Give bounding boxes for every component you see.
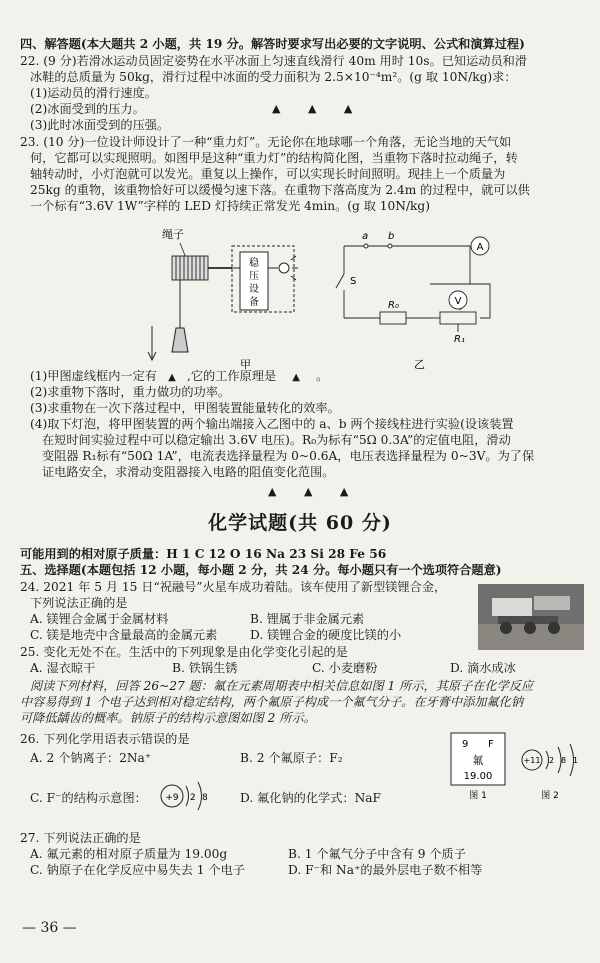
box-char-2: 压 — [249, 271, 259, 282]
q23-sub4-a: (4)取下灯泡，将甲图装置的两个输出端接入乙图中的 a、b 两个接线柱进行实验(设该装置 — [30, 417, 514, 431]
figure1-fluorine-cell — [450, 732, 506, 802]
atomic-mass-line: 可能用到的相对原子质量：H 1 C 12 O 16 Na 23 Si 28 Fe 56 — [20, 547, 387, 561]
q23-line5: 一个标有“3.6V 1W”字样的 LED 灯持续正常发光 4min。(g 取 10N/kg) — [30, 199, 430, 213]
r1-label: R₁ — [454, 334, 465, 345]
figure-yi-caption: 乙 — [414, 358, 425, 371]
na-nucleus: +11 — [523, 756, 541, 765]
weight — [172, 328, 188, 352]
f-symbol: F — [488, 739, 494, 750]
q24-line1: 24. 2021 年 5 月 15 日“祝融号”火星车成功着陆。该车使用了新型镁锂合金， — [20, 580, 447, 594]
terminal-b: b — [388, 231, 395, 242]
f-atomic-number: 9 — [462, 739, 469, 750]
rheostat-r1 — [440, 312, 476, 324]
q22-answer-mark: ▲ ▲ ▲ — [272, 102, 365, 115]
q26-line1: 26. 下列化学用语表示错误的是 — [20, 732, 190, 746]
resistor-r0 — [380, 312, 406, 324]
box-char-1: 稳 — [249, 258, 259, 269]
q26-option-c: C. F⁻的结构示意图： — [30, 791, 147, 805]
q23-answer-mark: ▲ ▲ ▲ — [268, 485, 361, 498]
figure-jia-caption: 甲 — [240, 358, 251, 371]
q27-option-b: B. 1 个氟气分子中含有 9 个质子 — [288, 847, 466, 861]
terminal-a: a — [362, 231, 369, 242]
q23-sub4-b: 在短时间实验过程中可以稳定输出 3.6V 电压)。R₀为标有“5Ω 0.3A”的定值电阻，滑动 — [42, 433, 511, 447]
q23-sub1-a: (1)甲图虚线框内一定有 — [30, 369, 157, 383]
q23-line2: 何，它都可以实现照明。如图甲是这种“重力灯”的结构简化图，当重物下落时拉动绳子，转 — [30, 151, 518, 165]
section4-heading: 四、解答题(本大题共 2 小题，共 19 分。解答时要求写出必要的文字说明、公式和演算过程) — [20, 37, 525, 51]
f-nucleus: +9 — [165, 793, 179, 803]
fluoride-ion-diagram — [158, 776, 218, 816]
na-shell-3: 1 — [573, 756, 579, 765]
q26-option-d: D. 氟化钠的化学式：NaF — [240, 791, 381, 805]
q23-sub3: (3)求重物在一次下落过程中，甲图装置能量转化的效率。 — [30, 401, 340, 415]
blank-mark-1: ▲ — [168, 372, 176, 383]
q27-option-a: A. 氟元素的相对原子质量为 19.00g — [30, 847, 228, 861]
q22-line1: 22. (9 分)若滑冰运动员固定姿势在水平冰面上匀速直线滑行 40m 用时 10s。已知运动员和滑 — [20, 54, 528, 68]
reading-line3: 可降低龋齿的概率。钠原子的结构示意图如图 2 所示。 — [20, 711, 316, 725]
q23-sub4-c: 变阻器 R₁标有“50Ω 1A”，电流表选择量程为 0~0.6A，电压表选择量程为 0~3V。为了保 — [42, 449, 535, 463]
reading-line2: 中容易得到 1 个电子达到相对稳定结构，两个氟原子构成一个氟气分子。在牙膏中添加氟化钠 — [20, 695, 524, 709]
reading-line1: 阅读下列材料，回答 26~27 题：氟在元素周期表中相关信息如图 1 所示，其原子在化学反应 — [30, 679, 534, 693]
q25-option-d: D. 滴水成冰 — [450, 661, 516, 675]
q25-option-c: C. 小麦磨粉 — [312, 661, 378, 675]
rope-label: 绳子 — [162, 228, 184, 241]
q23-sub1-b: ,它的工作原理是 — [186, 369, 277, 383]
q27-option-c: C. 钠原子在化学反应中易失去 1 个电子 — [30, 863, 245, 877]
ammeter-label: A — [476, 242, 484, 253]
q22-sub1: (1)运动员的滑行速度。 — [30, 86, 157, 100]
figure2-sodium-diagram — [520, 742, 592, 802]
na-shell-2: 8 — [561, 756, 567, 765]
figure-jia — [140, 222, 320, 372]
figure1-caption: 图 1 — [469, 791, 487, 801]
chemistry-title: 化学试题(共 60 分) — [208, 512, 392, 534]
q23-line1: 23. (10 分)一位设计师设计了一种“重力灯”。无论你在地球哪一个角落，无论当地的天气如 — [20, 135, 512, 149]
q26-option-b: B. 2 个氟原子：F₂ — [240, 751, 343, 765]
q22-line2: 冰鞋的总质量为 50kg，滑行过程中冰面的受力面积为 2.5×10⁻⁴m²。(g 取 10N/kg)求： — [30, 70, 517, 84]
f-shell-1: 2 — [190, 793, 196, 803]
q25-option-a: A. 湿衣晾干 — [30, 661, 96, 675]
box-char-4: 备 — [249, 297, 259, 308]
q27-line1: 27. 下列说法正确的是 — [20, 831, 141, 845]
section5-heading: 五、选择题(本题包括 12 小题，每小题 2 分，共 24 分。每小题只有一个选项符合题意) — [20, 563, 502, 577]
q24-option-c: C. 镁是地壳中含量最高的金属元素 — [30, 628, 218, 642]
q23-sub2: (2)求重物下落时，重力做功的功率。 — [30, 385, 231, 399]
q23-line4: 25kg 的重物，该重物恰好可以缓慢匀速下落。在重物下落高度为 2.4m 的过程中，就可以供 — [30, 183, 530, 197]
q23-line3: 轴转动时，小灯泡就可以发光。重复以上操作，可以实现长时间照明。现挂上一个质量为 — [30, 167, 506, 181]
q22-sub2: (2)冰面受到的压力。 — [30, 102, 145, 116]
q22-sub3: (3)此时冰面受到的压强。 — [30, 118, 170, 132]
q25-line1: 25. 变化无处不在。生活中的下列现象是由化学变化引起的是 — [20, 645, 348, 659]
q24-option-a: A. 镁锂合金属于金属材料 — [30, 612, 169, 626]
q24-line2: 下列说法正确的是 — [30, 596, 128, 610]
q27-option-d: D. F⁻和 Na⁺的最外层电子数不相等 — [288, 863, 483, 877]
switch-label: S — [350, 276, 357, 287]
q24-option-b: B. 锂属于非金属元素 — [250, 612, 365, 626]
na-shell-1: 2 — [549, 756, 555, 765]
q26-option-a: A. 2 个钠离子：2Na⁺ — [30, 751, 152, 765]
box-char-3: 设 — [249, 284, 259, 295]
mars-rover-photo — [478, 584, 584, 650]
q25-option-b: B. 铁锅生锈 — [172, 661, 238, 675]
f-name: 氟 — [472, 754, 484, 767]
rotor-spool — [172, 256, 232, 280]
f-shell-2: 8 — [202, 793, 208, 803]
r0-label: R₀ — [388, 300, 399, 311]
page-number: — 36 — — [22, 920, 77, 936]
blank-mark-2: ▲ — [292, 372, 300, 383]
f-mass: 19.00 — [463, 771, 493, 782]
figure-yi — [330, 226, 510, 374]
figure2-caption: 图 2 — [541, 791, 559, 801]
q23-sub1-c: 。 — [316, 369, 329, 383]
q23-sub4-d: 证电路安全，求滑动变阻器接入电路的阻值变化范围。 — [42, 465, 335, 479]
voltmeter-label: V — [454, 296, 462, 307]
q24-option-d: D. 镁锂合金的硬度比镁的小 — [250, 628, 402, 642]
